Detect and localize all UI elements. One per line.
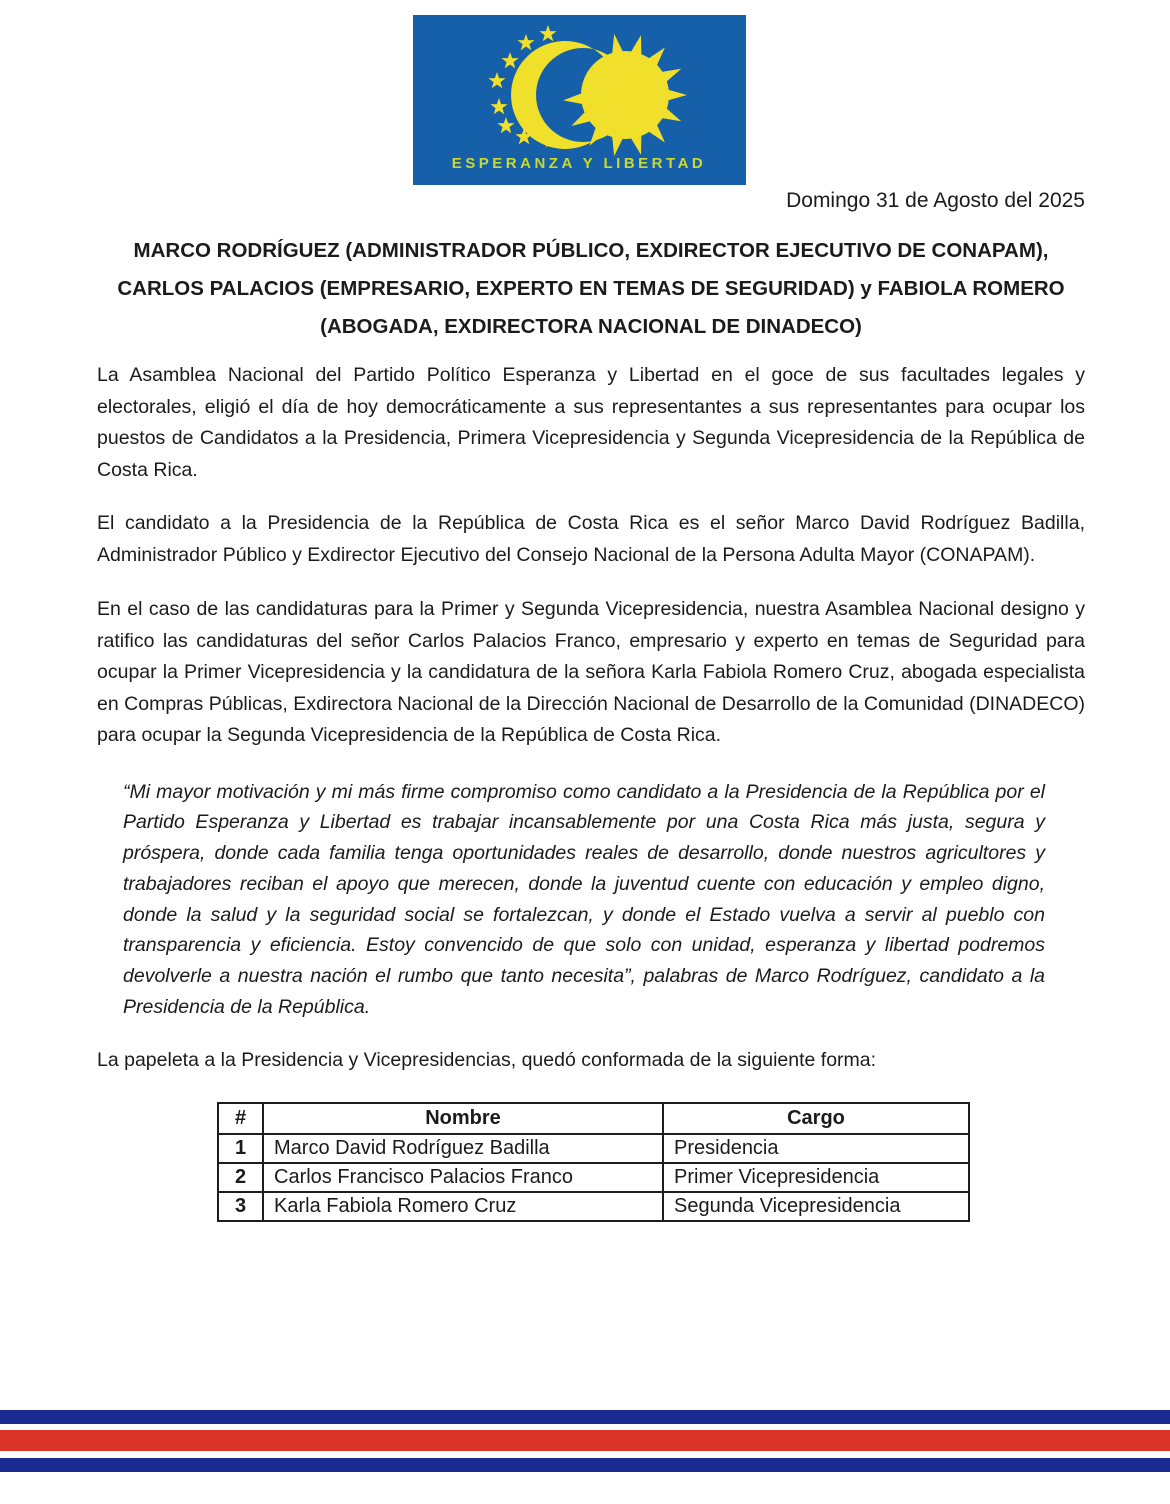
candidate-name: Carlos Francisco Palacios Franco [263, 1163, 663, 1192]
headline: MARCO RODRÍGUEZ (ADMINISTRADOR PÚBLICO, EXDIRECTOR EJECUTIVO DE CONAPAM), CARLOS PALACIOS (EMPRESARIO, EXPERTO EN TEMAS DE SEGURIDAD) y FABIOLA ROMERO (ABOGADA, EXDIRECTORA NACIONAL DE DINADECO) [117, 239, 1065, 338]
document-body [97, 188, 1085, 1222]
sun-icon [581, 51, 669, 139]
paragraph-ballot-intro: La papeleta a la Presidencia y Vicepresidencias, quedó conformada de la siguiente forma: [97, 1048, 877, 1071]
paragraph-president: El candidato a la Presidencia de la República de Costa Rica es el señor Marco David Rodríguez Badilla, Administrador Público y Exdirector Ejecutivo del Consejo Nacional de la Persona Adulta Mayor (CONAPAM). [97, 512, 1085, 566]
table-header-number: # [218, 1103, 263, 1134]
footer-flag-stripe-red [0, 1430, 1170, 1451]
party-name-label: ESPERANZA Y LIBERTAD [451, 155, 707, 172]
candidate-number: 2 [218, 1163, 263, 1192]
table-row [218, 1163, 969, 1192]
candidate-number: 3 [218, 1192, 263, 1221]
candidates-table [217, 1102, 970, 1222]
paragraph-assembly: La Asamblea Nacional del Partido Político Esperanza y Libertad en el goce de sus facultades legales y electorales, eligió el día de hoy democráticamente a sus representantes a sus representantes para ocupar los puestos de Candidatos a la Presidencia, Primera Vicepresidencia y Segunda Vicepresidencia de la República de Costa Rica. [97, 364, 1085, 481]
date-line: Domingo 31 de Agosto del 2025 [786, 189, 1085, 212]
candidate-number: 1 [218, 1134, 263, 1163]
party-logo-emblem [413, 15, 746, 185]
footer-flag-stripe-blue-bottom [0, 1458, 1170, 1472]
table-header-cargo: Cargo [663, 1103, 969, 1134]
party-logo [413, 15, 746, 185]
table-row [218, 1192, 969, 1221]
candidate-role: Presidencia [663, 1134, 969, 1163]
table-header-row [218, 1103, 969, 1134]
table-row [218, 1134, 969, 1163]
paragraph-vicepresidents: En el caso de las candidaturas para la Primer y Segunda Vicepresidencia, nuestra Asamblea Nacional designo y ratifico las candidaturas del señor Carlos Palacios Franco, empresario y experto en temas de Seguridad para ocupar la Primer Vicepresidencia y la candidatura de la señora Karla Fabiola Romero Cruz, abogada especialista en Compras Públicas, Exdirectora Nacional de la Dirección Nacional de Desarrollo de la Comunidad (DINADECO) para ocupar la Segunda Vicepresidencia de la República de Costa Rica. [97, 598, 1085, 746]
candidate-name: Marco David Rodríguez Badilla [263, 1134, 663, 1163]
candidate-role: Primer Vicepresidencia [663, 1163, 969, 1192]
table-header-nombre: Nombre [263, 1103, 663, 1134]
candidate-role: Segunda Vicepresidencia [663, 1192, 969, 1221]
footer-flag-stripe-blue-top [0, 1410, 1170, 1424]
candidate-quote: “Mi mayor motivación y mi más firme compromiso como candidato a la Presidencia de la República por el Partido Esperanza y Libertad es trabajar incansablemente por una Costa Rica más justa, segura y próspera, donde cada familia tenga oportunidades reales de desarrollo, donde nuestros agricultores y trabajadores reciban el apoyo que merecen, donde la juventud cuente con educación y empleo digno, donde la salud y la seguridad social se fortalezcan, y donde el Estado vuelva a servir al pueblo con transparencia y eficiencia. Estoy convencido de que solo con unidad, esperanza y libertad podremos devolverle a nuestra nación el rumbo que tanto necesita”, palabras de Marco Rodríguez, candidato a la Presidencia de la República. [123, 780, 1045, 1019]
candidate-name: Karla Fabiola Romero Cruz [263, 1192, 663, 1221]
